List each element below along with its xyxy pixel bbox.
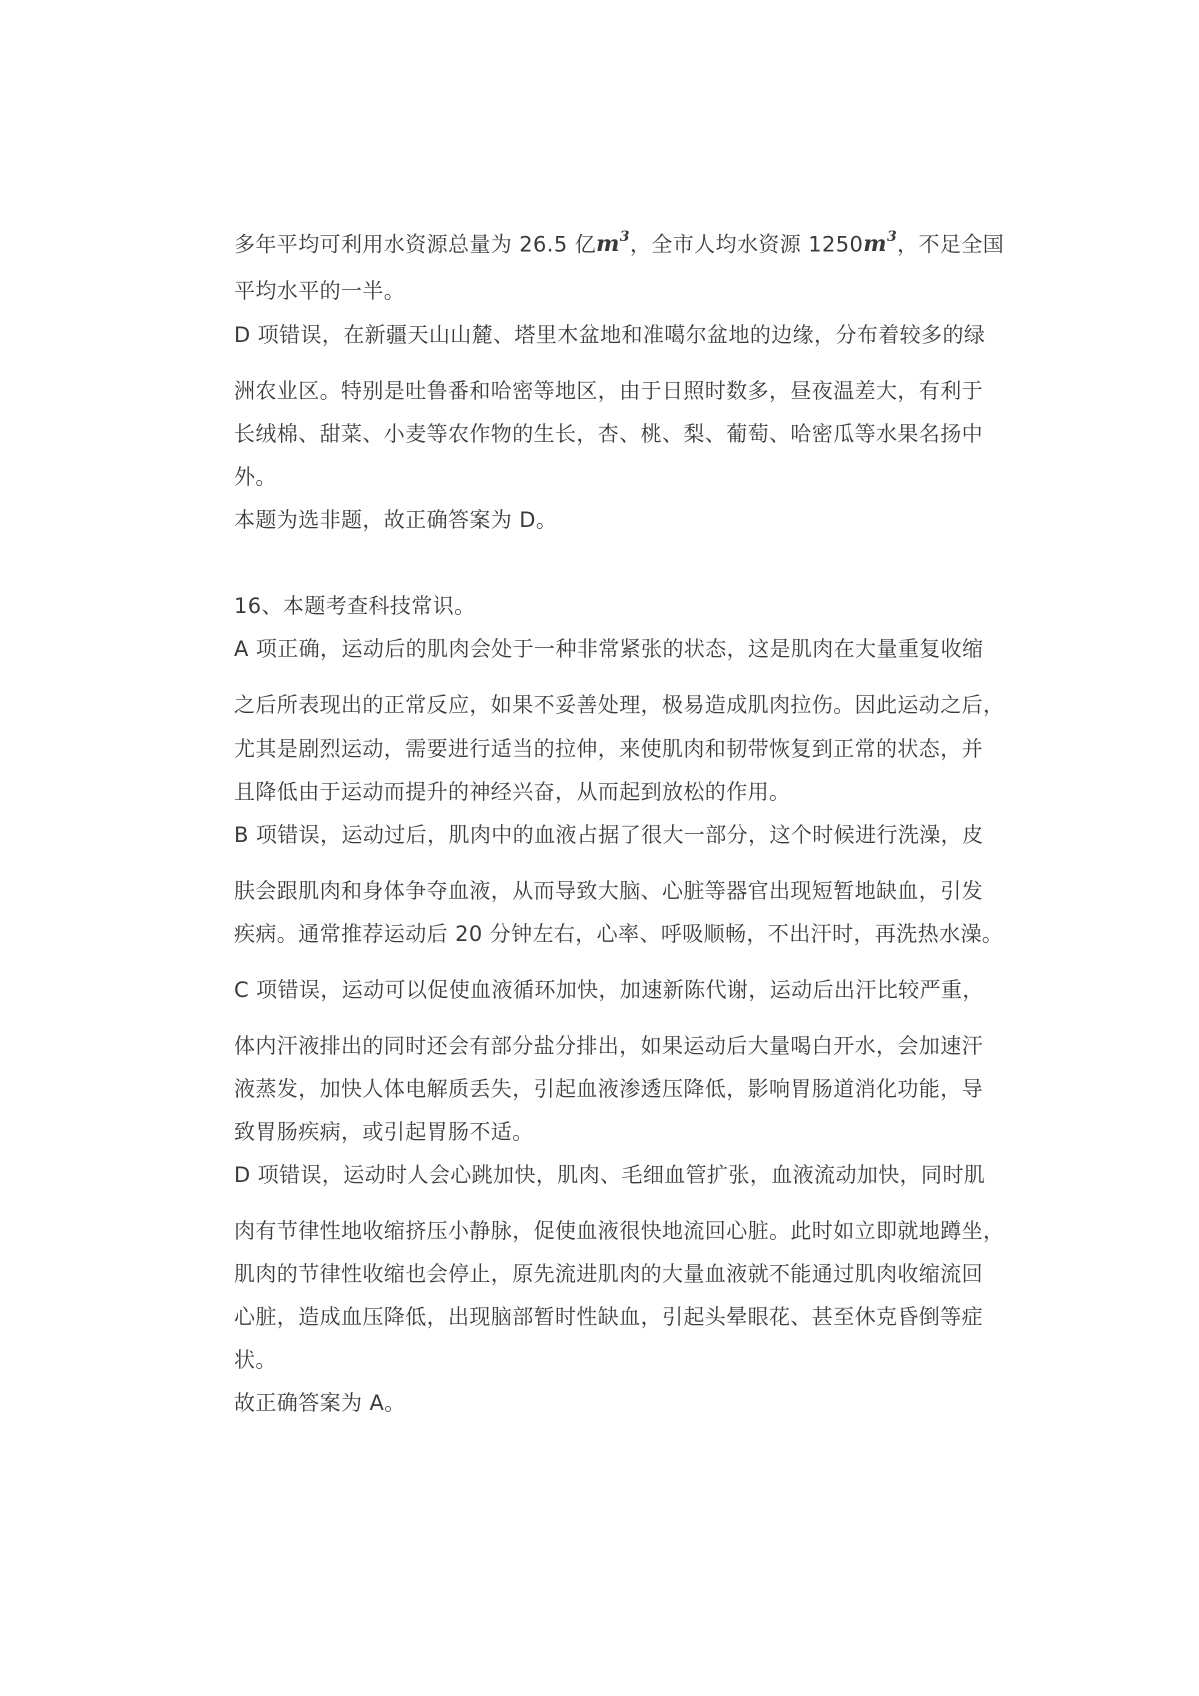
paragraph-line: 致胃肠疾病，或引起胃肠不适。 xyxy=(234,1120,534,1144)
math-base: m xyxy=(863,231,887,258)
math-unit xyxy=(596,231,630,257)
paragraph-line: 体内汗液排出的同时还会有部分盐分排出，如果运动后大量喝白开水，会加速汗 xyxy=(234,1034,983,1058)
question-heading: 16、本题考查科技常识。 xyxy=(234,594,476,618)
paragraph-line: D 项错误，运动时人会心跳加快，肌肉、毛细血管扩张，血液流动加快，同时肌 xyxy=(234,1163,986,1187)
text-segment: 多年平均可利用水资源总量为 26.5 亿 xyxy=(234,232,597,257)
math-unit xyxy=(863,231,897,257)
answer-line: 本题为选非题，故正确答案为 D。 xyxy=(234,508,558,532)
paragraph-line: 且降低由于运动而提升的神经兴奋，从而起到放松的作用。 xyxy=(234,780,791,804)
paragraph-line: 疾病。通常推荐运动后 20 分钟左右，心率、呼吸顺畅，不出汗时，再洗热水澡。 xyxy=(234,922,1004,946)
paragraph-line: 平均水平的一半。 xyxy=(234,279,406,303)
paragraph-line: 洲农业区。特别是吐鲁番和哈密等地区，由于日照时数多，昼夜温差大，有利于 xyxy=(234,379,983,403)
paragraph-line: 心脏，造成血压降低，出现脑部暂时性缺血，引起头晕眼花、甚至休克昏倒等症 xyxy=(234,1305,983,1329)
paragraph-line: D 项错误，在新疆天山山麓、塔里木盆地和准噶尔盆地的边缘，分布着较多的绿 xyxy=(234,323,986,347)
paragraph-line: 状。 xyxy=(234,1348,277,1372)
paragraph-line: 肤会跟肌肉和身体争夺血液，从而导致大脑、心脏等器官出现短暂地缺血，引发 xyxy=(234,879,983,903)
text-segment: ，不足全国 xyxy=(897,232,1005,257)
paragraph-line: C 项错误，运动可以促使血液循环加快，加速新陈代谢，运动后出汗比较严重， xyxy=(234,978,984,1002)
math-exponent: 3 xyxy=(886,229,898,245)
paragraph-line: 外。 xyxy=(234,465,277,489)
paragraph-line: 长绒棉、甜菜、小麦等农作物的生长，杏、桃、梨、葡萄、哈密瓜等水果名扬中 xyxy=(234,422,983,446)
text-segment: ，全市人均水资源 1250 xyxy=(629,232,864,257)
paragraph-line: 之后所表现出的正常反应，如果不妥善处理，极易造成肌肉拉伤。因此运动之后， xyxy=(234,693,1005,717)
paragraph-line: A 项正确，运动后的肌肉会处于一种非常紧张的状态，这是肌肉在大量重复收缩 xyxy=(234,637,984,661)
paragraph-line: 液蒸发，加快人体电解质丢失，引起血液渗透压降低，影响胃肠道消化功能，导 xyxy=(234,1077,983,1101)
paragraph-line: 肉有节律性地收缩挤压小静脉，促使血液很快地流回心脏。此时如立即就地蹲坐， xyxy=(234,1219,1005,1243)
math-exponent: 3 xyxy=(619,229,630,245)
answer-line: 故正确答案为 A。 xyxy=(234,1391,406,1415)
paragraph-line: 肌肉的节律性收缩也会停止，原先流进肌肉的大量血液就不能通过肌肉收缩流回 xyxy=(234,1262,983,1286)
paragraph-line: 尤其是剧烈运动，需要进行适当的拉伸，来使肌肉和韧带恢复到正常的状态，并 xyxy=(234,737,983,761)
paragraph-line xyxy=(234,224,1005,259)
math-base: m xyxy=(596,231,620,258)
paragraph-line: B 项错误，运动过后，肌肉中的血液占据了很大一部分，这个时候进行洗澡，皮 xyxy=(234,823,984,847)
